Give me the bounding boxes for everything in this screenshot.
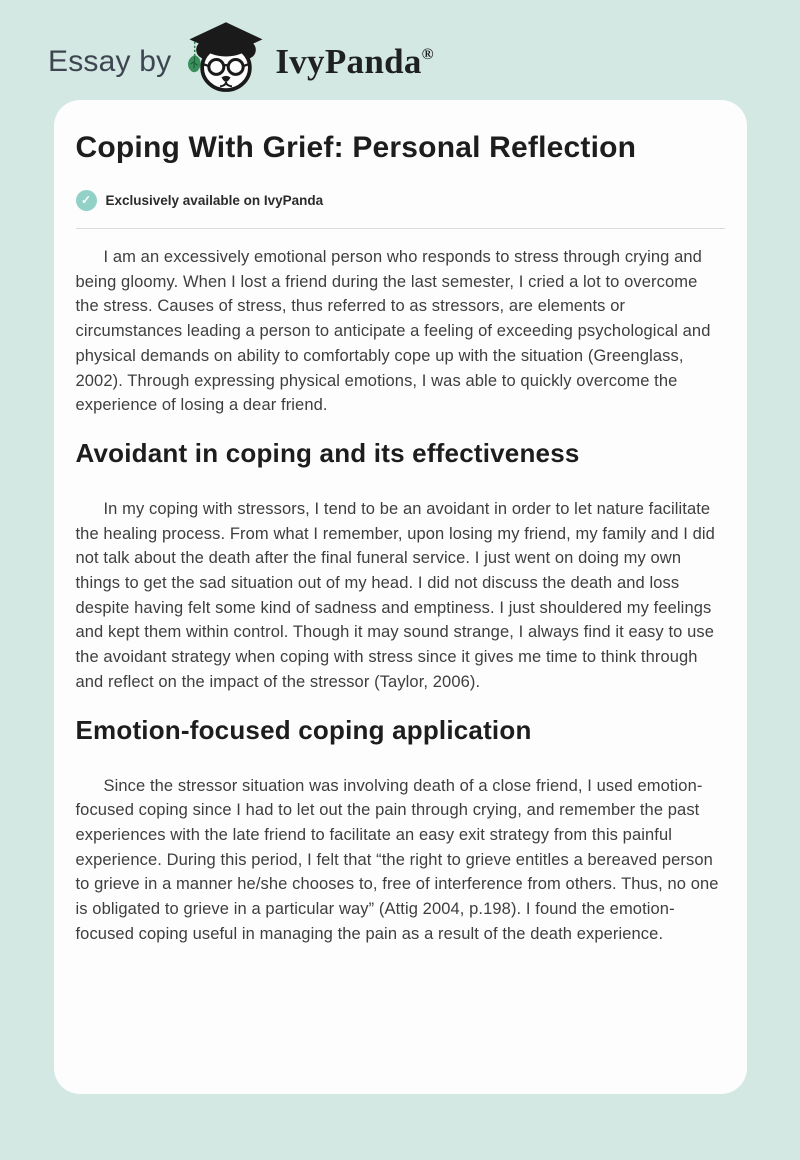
brand-wordmark xyxy=(275,42,434,82)
panda-graduate-logo xyxy=(185,20,267,101)
page-title: Coping With Grief: Personal Reflection xyxy=(75,131,637,164)
brand-name: IvyPanda xyxy=(275,42,422,81)
divider xyxy=(76,228,725,229)
site-header xyxy=(0,0,800,90)
paragraph-avoidant: In my coping with stressors, I tend to be an avoidant in order to let nature facilitate the healing process. From what I remember, upon losing my friend, my family and I did not talk about the death after the final funeral service. I just went on doing my own things to get the sad situation out of my head. I did not discuss the death and loss despite having felt some kind of sadness and emptiness. I just shouldered my feelings and kept them within control. Though it may sound strange, I always find it easy to use the avoidant strategy when coping with stress since it gives me time to think through and reflect on the impact of the stressor (Taylor, 2006). xyxy=(75,499,715,691)
exclusive-badge-label: Exclusively available on IvyPanda xyxy=(105,192,324,208)
exclusive-badge xyxy=(76,188,725,212)
article-card xyxy=(54,100,747,1094)
registered-mark: ® xyxy=(421,46,434,63)
paragraph-intro: I am an excessively emotional person who responds to stress through crying and being gloomy. When I lost a friend during the last semester, I cried a lot to overcome the stress. Causes of stress, thus referred to as stressors, are elements or circumstances leading a person to anticipate a feeling of exceeding psychological and physical demands on ability to comfortably cope up with the situation (Greenglass, 2002). Through expressing physical emotions, I was able to quickly overcome the experience of losing a dear friend. xyxy=(75,248,711,415)
section-heading-emotion-focused: Emotion-focused coping application xyxy=(75,714,532,745)
paragraph-emotion-focused: Since the stressor situation was involving death of a close friend, I used emotion-focused coping since I had to let out the pain through crying, and remember the past experiences with the late friend to facilitate an easy exit strategy from this painful experience. During this period, I felt that “the right to grieve entitles a bereaved person to grieve in a manner he/she chooses to, free of interference from others. Thus, no one is obligated to grieve in a particular way” (Attig 2004, p.198). I found the emotion-focused coping useful in managing the pain as a result of the death experience. xyxy=(75,776,719,943)
section-heading-avoidant: Avoidant in coping and its effectiveness xyxy=(75,437,580,468)
essay-by-label: Essay by xyxy=(48,45,172,78)
check-icon: ✓ xyxy=(76,190,97,211)
